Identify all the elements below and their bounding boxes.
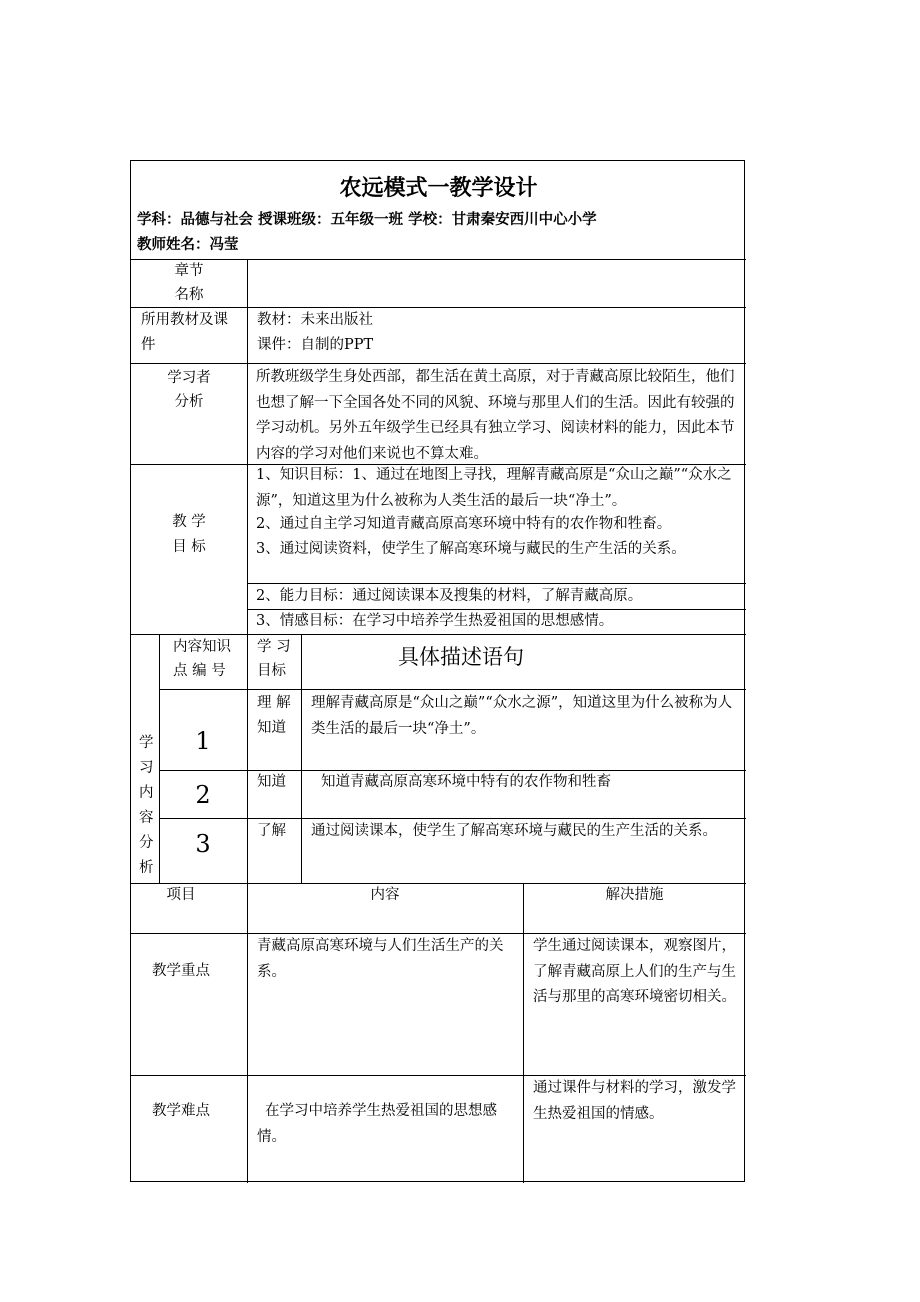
learner-label: 分析: [174, 394, 204, 410]
row-divider: [131, 363, 746, 364]
focus-label: 教学重点: [152, 963, 210, 979]
materials-label: 所用教材及课: [141, 312, 228, 328]
ability-objective: 2、能力目标：通过阅读课本及搜集的材料，了解青藏高原。: [256, 588, 643, 604]
side-label-char: 学: [139, 735, 154, 751]
textbook-value: 教材：未来出版社: [257, 312, 373, 328]
col-divider: [247, 634, 248, 883]
row-goal: 知道: [257, 774, 286, 790]
header-point: 点 编 号: [173, 663, 226, 679]
header-goal: 学 习: [257, 639, 291, 655]
learner-analysis-text: 所教班级学生身处西部，都生活在黄土高原，对于青藏高原比较陌生，他们也想了解一下全国各处不同的风貌、环境与那里人们的生活。因此有较强的学习动机。另外五年级学生已经具有独立学习、阅读材料的能力，因此本节内容的学习对他们来说也不算太难。: [256, 369, 735, 462]
knowledge-objective: 1、知识目标：1、通过在地图上寻找，理解青藏高原是“众山之巅”“众水之源”，知道这里为什么被称为人类生活的最后一块“净土”。: [256, 467, 732, 509]
emotion-objective: 3、情感目标：在学习中培养学生热爱祖国的思想感情。: [256, 613, 614, 629]
col-divider: [523, 883, 524, 1183]
row-goal: 理 解: [257, 695, 291, 711]
objective-item: 2、通过自主学习知道青藏高原高寒环境中特有的农作物和牲畜。: [256, 516, 672, 532]
side-label-char: 习: [139, 760, 154, 776]
row-goal: 了解: [257, 823, 286, 839]
header-point: 内容知识: [173, 639, 231, 655]
teacher-name: 教师姓名：冯莹: [137, 237, 239, 253]
row-goal: 知道: [257, 720, 286, 736]
chapter-label: 名称: [174, 287, 204, 303]
objective-item: 3、通过阅读资料，使学生了解高寒环境与藏民的生产生活的关系。: [256, 541, 686, 557]
point-number: 3: [195, 830, 211, 858]
objectives-label: 教 学: [172, 514, 206, 530]
side-label-char: 分: [139, 835, 154, 851]
header-goal: 目标: [257, 663, 286, 679]
col-divider: [247, 883, 248, 1183]
point-number: 1: [195, 727, 211, 755]
materials-label: 件: [141, 337, 156, 353]
difficulty-content: 在学习中培养学生热爱祖国的思想感情。: [257, 1103, 497, 1145]
row-desc: 理解青藏高原是“众山之巅”“众水之源”，知道这里为什么被称为人类生活的最后一块“净土”。: [311, 695, 733, 737]
col-item-header: 项目: [166, 887, 196, 903]
learner-label: 学习者: [167, 370, 211, 386]
difficulty-label: 教学难点: [152, 1103, 210, 1119]
side-label-char: 内: [139, 785, 154, 801]
col-divider: [247, 259, 248, 634]
col-divider: [301, 634, 302, 883]
focus-measure: 学生通过阅读课本，观察图片，了解青藏高原上人们的生产与生活与那里的高寒环境密切相关。: [533, 938, 736, 1005]
objectives-label: 目 标: [172, 539, 206, 555]
col-content-header: 内容: [370, 887, 400, 903]
difficulty-measure: 通过课件与材料的学习，激发学生热爱祖国的情感。: [533, 1080, 736, 1122]
row-desc: 知道青藏高原高寒环境中特有的农作物和牲畜: [321, 774, 611, 790]
header-desc: 具体描述语句: [398, 645, 524, 669]
info-line: 学科：品德与社会 授课班级：五年级一班 学校：甘肃秦安西川中心小学: [137, 212, 597, 228]
courseware-value: 课件：自制的PPT: [257, 337, 374, 353]
lesson-plan-table: [130, 160, 745, 1182]
focus-content: 青藏高原高寒环境与人们生活生产的关系。: [257, 938, 504, 980]
side-label-char: 析: [139, 860, 154, 876]
point-number: 2: [195, 781, 211, 809]
side-label-char: 容: [139, 810, 154, 826]
chapter-label: 章节: [174, 263, 204, 279]
row-desc: 通过阅读课本，使学生了解高寒环境与藏民的生产生活的关系。: [311, 823, 717, 839]
col-measure-header: 解决措施: [605, 887, 664, 903]
document-title: 农远模式一教学设计: [339, 176, 538, 201]
